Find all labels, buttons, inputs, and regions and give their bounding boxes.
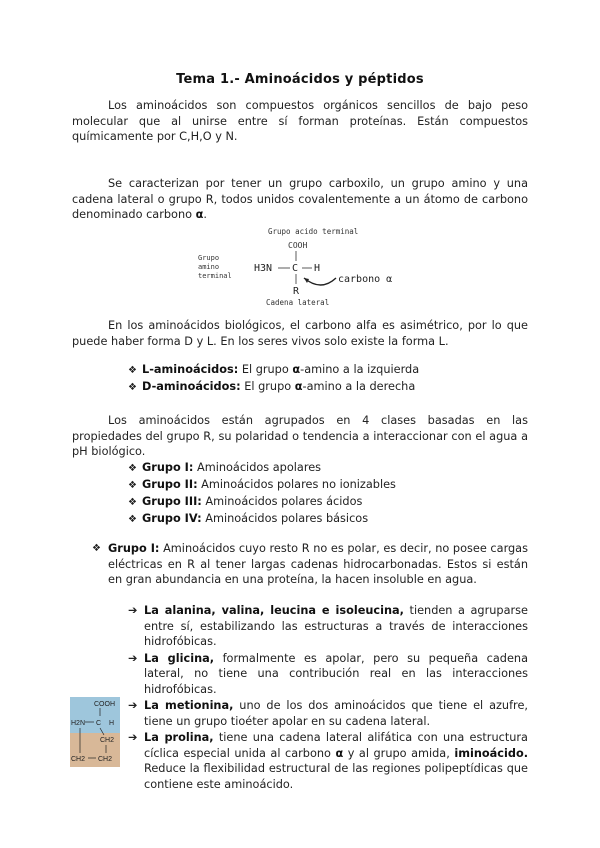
form-l-text: El grupo [238,363,293,376]
detail-label: La alanina, valina, leucina e isoleucina, [144,604,404,617]
paragraph-structure-end: . [203,208,207,222]
list-item [128,477,396,494]
proline-ch2-bottom-left: CH2 [71,756,86,763]
diagram-cooh: COOH [288,241,308,250]
grupo1-description [92,541,528,588]
amino-acid-structure-diagram [196,226,406,308]
form-l-label: L-aminoácidos: [142,363,239,376]
detail-label: La glicina, [144,651,215,665]
group-text: Aminoácidos polares básicos [201,512,369,525]
iminoacido-label: iminoácido. [454,746,528,760]
proline-structure-image [70,697,120,767]
list-item [128,494,396,511]
group-label: Grupo IV: [142,512,202,525]
proline-cooh: COOH [94,701,115,708]
diagram-top-label: Grupo acido terminal [268,227,359,236]
diagram-bottom-label: Cadena lateral [266,298,330,307]
form-d-label: D-aminoácidos: [142,380,241,393]
form-l-rest: -amino a la izquierda [300,363,420,376]
diagram-alpha-label: carbono α [338,274,393,285]
forms-list [128,362,419,396]
proline-c: C [96,720,102,727]
alpha-symbol: α [195,208,204,222]
detail-label: La metionina, [144,699,234,712]
list-item [128,651,528,698]
list-item [128,603,528,650]
paragraph-structure [72,176,528,223]
group-label: Grupo I: [142,461,194,474]
group-text: Aminoácidos polares ácidos [201,495,363,508]
diamond-bullet-icon: ❖ [128,480,137,491]
arrow-bullet-icon: ➔ [128,604,138,617]
group-label: Grupo II: [142,478,198,491]
details-list [128,603,528,793]
form-d-text: El grupo [240,380,295,393]
paragraph-classification: Los aminoácidos están agrupados en 4 clases basadas en las propiedades del grupo R, su polaridad o tendencia a interaccionar con el agua a pH biológico. [72,414,528,459]
detail-label: La prolina, [144,731,214,744]
form-d-rest: -amino a la derecha [302,380,416,393]
arrow-bullet-icon: ➔ [128,699,138,712]
paragraph-intro: Los aminoácidos son compuestos orgánicos sencillos de bajo peso molecular que al unirse entre sí forman proteínas. Están compuestos químicamente por C,H,O y N. [72,99,528,144]
grupo1-label: Grupo I: [108,542,160,555]
list-item [128,730,528,792]
group-text: Aminoácidos polares no ionizables [197,478,396,491]
group-label: Grupo III: [142,495,202,508]
detail-text: y al grupo amida, [343,746,455,760]
diagram-left-label-2: amino [198,263,220,271]
diagram-h: H [314,263,321,274]
list-item [128,460,396,477]
list-item [128,362,419,379]
list-item [128,698,528,729]
alpha-symbol: α [294,380,303,393]
alpha-symbol: α [292,363,301,376]
diagram-left-label-3: terminal [198,272,232,280]
diamond-bullet-icon: ❖ [128,365,137,376]
diagram-left-label-1: Grupo [198,254,220,262]
page-title: Tema 1.- Aminoácidos y péptidos [176,72,424,87]
paragraph-structure-text: Se caracterizan por tener un grupo carboxilo, un grupo amino y una cadena lateral o grupo R, todos unidos covalentemente a un átomo de carbono denominado carbono [72,177,528,222]
grupo1-text: Aminoácidos cuyo resto R no es polar, es decir, no posee cargas eléctricas en R al tener largas cadenas hidrocarbonadas. Estos si están en gran abundancia en una proteína, la hacen insoluble en agua. [108,542,528,587]
alpha-symbol: α [335,746,344,760]
list-item [128,511,396,528]
detail-text: formalmente es apolar, pero su pequeña cadena lateral, no tiene una contribución real en las interacciones hidrofóbicas. [144,651,528,696]
diagram-carbon: C [292,263,299,274]
proline-h2n: H2N [71,720,86,727]
diamond-bullet-icon: ❖ [128,497,137,508]
diamond-bullet-icon: ❖ [128,514,137,525]
diamond-bullet-icon: ❖ [128,382,137,393]
proline-ch2-right: CH2 [100,737,115,744]
group-text: Aminoácidos apolares [193,461,322,474]
detail-text: tiene una cadena lateral alifática con una estructura cíclica especial unida al carbono [144,731,528,760]
diamond-bullet-icon: ❖ [92,543,101,554]
diagram-h3n: H3N [254,263,273,274]
proline-h: H [109,720,115,727]
diamond-bullet-icon: ❖ [128,463,137,474]
detail-text: Reduce la flexibilidad estructural de las regiones polipeptídicas que contiene este aminoácido. [144,762,528,791]
diagram-r: R [293,286,300,297]
detail-text: tienden a agruparse entre sí, estabilizando las estructuras a través de interacciones hidrofóbicas. [144,604,528,648]
proline-ch2-bottom-right: CH2 [98,756,113,763]
paragraph-chirality: En los aminoácidos biológicos, el carbono alfa es asimétrico, por lo que puede haber forma D y L. En los seres vivos solo existe la forma L. [72,319,528,348]
diagram-arrowhead [304,278,309,283]
list-item [128,379,419,396]
arrow-bullet-icon: ➔ [128,651,138,665]
groups-list [128,460,396,528]
arrow-bullet-icon: ➔ [128,731,138,744]
detail-text: uno de los dos aminoácidos que tiene el azufre, tiene un grupo tioéter apolar en su cadena lateral. [144,699,528,728]
